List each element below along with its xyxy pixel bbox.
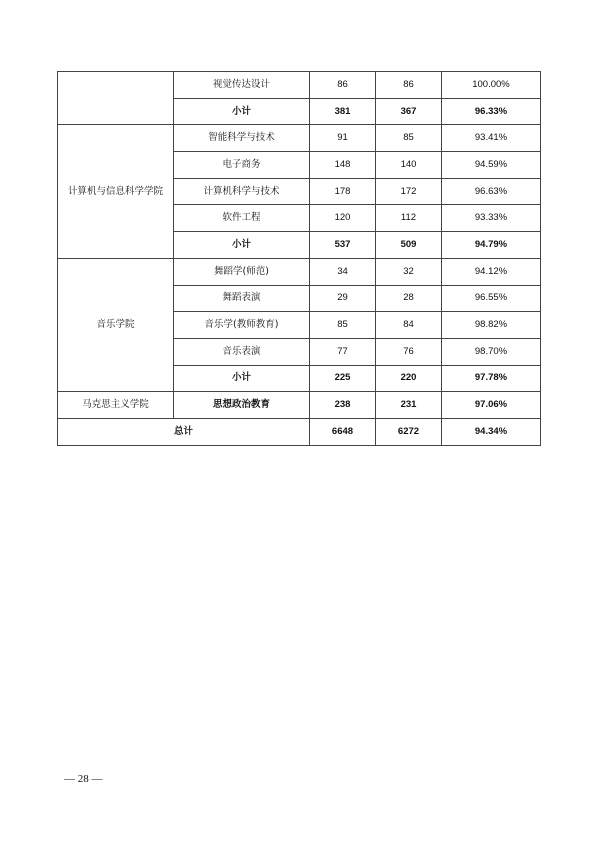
- count-a-cell: 34: [310, 258, 376, 285]
- major-cell: 小计: [174, 365, 310, 392]
- total-count-a-cell: 6648: [310, 418, 376, 445]
- count-b-cell: 85: [376, 125, 442, 152]
- rate-cell: 96.55%: [442, 285, 541, 312]
- college-cell: 音乐学院: [58, 258, 174, 391]
- page-number: — 28 —: [64, 773, 103, 785]
- rate-cell: 97.06%: [442, 392, 541, 419]
- rate-cell: 97.78%: [442, 365, 541, 392]
- major-cell: 思想政治教育: [174, 392, 310, 419]
- count-b-cell: 32: [376, 258, 442, 285]
- count-b-cell: 172: [376, 178, 442, 205]
- major-cell: 音乐表演: [174, 338, 310, 365]
- count-a-cell: 29: [310, 285, 376, 312]
- rate-cell: 100.00%: [442, 72, 541, 99]
- rate-cell: 98.82%: [442, 312, 541, 339]
- table-body: [58, 72, 541, 446]
- rate-cell: 93.41%: [442, 125, 541, 152]
- major-cell: 视觉传达设计: [174, 72, 310, 99]
- count-a-cell: 85: [310, 312, 376, 339]
- college-cell: 马克思主义学院: [58, 392, 174, 419]
- count-b-cell: 28: [376, 285, 442, 312]
- count-a-cell: 381: [310, 98, 376, 125]
- count-a-cell: 148: [310, 152, 376, 179]
- count-a-cell: 225: [310, 365, 376, 392]
- count-a-cell: 86: [310, 72, 376, 99]
- total-label-cell: 总计: [58, 418, 310, 445]
- total-rate-cell: 94.34%: [442, 418, 541, 445]
- count-a-cell: 91: [310, 125, 376, 152]
- table-row: [58, 72, 541, 99]
- count-b-cell: 84: [376, 312, 442, 339]
- college-cell: [58, 72, 174, 125]
- count-b-cell: 112: [376, 205, 442, 232]
- table-row: [58, 392, 541, 419]
- major-cell: 舞蹈表演: [174, 285, 310, 312]
- total-row: [58, 418, 541, 445]
- major-cell: 小计: [174, 232, 310, 259]
- major-cell: 计算机科学与技术: [174, 178, 310, 205]
- major-cell: 舞蹈学(师范): [174, 258, 310, 285]
- count-b-cell: 76: [376, 338, 442, 365]
- total-count-b-cell: 6272: [376, 418, 442, 445]
- count-a-cell: 77: [310, 338, 376, 365]
- major-cell: 小计: [174, 98, 310, 125]
- count-b-cell: 86: [376, 72, 442, 99]
- count-a-cell: 238: [310, 392, 376, 419]
- employment-statistics-table: [57, 71, 541, 446]
- major-cell: 智能科学与技术: [174, 125, 310, 152]
- count-b-cell: 509: [376, 232, 442, 259]
- rate-cell: 96.33%: [442, 98, 541, 125]
- count-b-cell: 231: [376, 392, 442, 419]
- rate-cell: 94.12%: [442, 258, 541, 285]
- table-row: [58, 258, 541, 285]
- rate-cell: 96.63%: [442, 178, 541, 205]
- count-b-cell: 367: [376, 98, 442, 125]
- rate-cell: 93.33%: [442, 205, 541, 232]
- count-a-cell: 178: [310, 178, 376, 205]
- rate-cell: 94.79%: [442, 232, 541, 259]
- count-a-cell: 537: [310, 232, 376, 259]
- count-a-cell: 120: [310, 205, 376, 232]
- college-cell: 计算机与信息科学学院: [58, 125, 174, 258]
- rate-cell: 94.59%: [442, 152, 541, 179]
- major-cell: 软件工程: [174, 205, 310, 232]
- rate-cell: 98.70%: [442, 338, 541, 365]
- major-cell: 电子商务: [174, 152, 310, 179]
- major-cell: 音乐学(教师教育): [174, 312, 310, 339]
- count-b-cell: 140: [376, 152, 442, 179]
- count-b-cell: 220: [376, 365, 442, 392]
- table-row: [58, 125, 541, 152]
